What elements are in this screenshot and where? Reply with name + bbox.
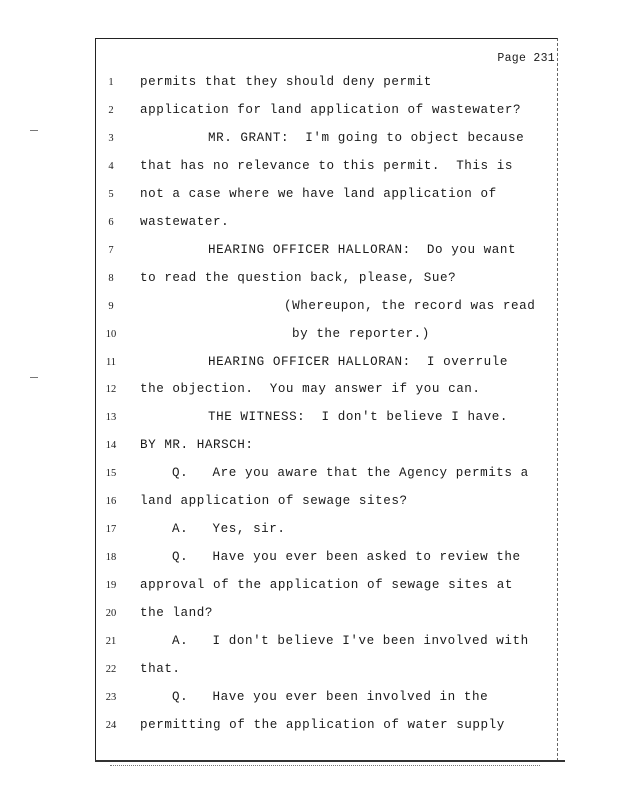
line-number: 14 (105, 440, 117, 452)
line-number: 23 (105, 691, 117, 703)
line-text: Q. Have you ever been asked to review the (172, 550, 521, 565)
transcript-line (0, 103, 618, 123)
transcript-line (0, 522, 618, 542)
transcript-line (0, 662, 618, 682)
transcript-line (0, 494, 618, 514)
line-text: HEARING OFFICER HALLORAN: I overrule (208, 354, 508, 369)
line-number: 15 (105, 468, 117, 480)
line-number: 10 (105, 328, 117, 340)
line-text: BY MR. HARSCH: (140, 438, 254, 453)
line-number: 12 (105, 384, 117, 396)
line-number: 13 (105, 412, 117, 424)
transcript-line (0, 327, 618, 347)
line-number: 2 (108, 104, 114, 116)
line-number: 22 (105, 663, 117, 675)
line-text: permitting of the application of water supply (140, 717, 505, 732)
line-number: 4 (108, 160, 114, 172)
transcript-line (0, 550, 618, 570)
line-number: 8 (108, 272, 114, 284)
line-number: 16 (105, 496, 117, 508)
line-number: 20 (105, 608, 117, 620)
transcript-line (0, 382, 618, 402)
line-text: land application of sewage sites? (140, 494, 408, 509)
bottom-rule-dotted (110, 765, 540, 766)
line-text: by the reporter.) (292, 326, 430, 341)
line-text: A. Yes, sir. (172, 522, 286, 537)
line-text: HEARING OFFICER HALLORAN: Do you want (208, 242, 517, 257)
transcript-line (0, 271, 618, 291)
line-number: 11 (105, 356, 117, 368)
transcript-line (0, 187, 618, 207)
transcript-line (0, 159, 618, 179)
line-number: 6 (108, 216, 114, 228)
line-text: THE WITNESS: I don't believe I have. (208, 410, 508, 425)
line-number: 7 (108, 244, 114, 256)
bottom-rule (95, 760, 565, 762)
line-text: Q. Have you ever been involved in the (172, 689, 489, 704)
transcript-line (0, 215, 618, 235)
transcript-line (0, 606, 618, 626)
line-text: to read the question back, please, Sue? (140, 270, 457, 285)
line-number: 9 (108, 300, 114, 312)
line-number: 5 (108, 188, 114, 200)
transcript-line (0, 718, 618, 738)
line-number: 21 (105, 636, 117, 647)
transcript-line (0, 690, 618, 710)
transcript-line (0, 578, 618, 598)
line-number: 24 (105, 719, 117, 731)
transcript-line (0, 243, 618, 263)
line-text: application for land application of wastewater? (140, 102, 522, 117)
line-number: 3 (108, 132, 114, 144)
line-number: 18 (105, 552, 117, 564)
transcript-line (0, 131, 618, 151)
transcript-line (0, 634, 618, 654)
line-text: approval of the application of sewage sites at (140, 578, 513, 593)
line-number: 19 (105, 580, 117, 592)
line-text: permits that they should deny permit (140, 75, 432, 89)
line-text: the land? (140, 606, 213, 621)
hole-punch-mark (30, 377, 38, 378)
transcript-line (0, 438, 618, 458)
transcript-line (0, 466, 618, 486)
transcript-line (0, 75, 618, 95)
line-text: that has no relevance to this permit. This is (140, 158, 513, 173)
line-text: the objection. You may answer if you can. (140, 382, 481, 397)
line-number: 1 (108, 77, 114, 88)
line-number: 17 (105, 524, 117, 536)
line-text: A. I don't believe I've been involved with (172, 634, 529, 648)
line-text: wastewater. (140, 214, 230, 229)
line-text: not a case where we have land application of (140, 186, 497, 201)
line-text: that. (140, 661, 181, 676)
line-text: MR. GRANT: I'm going to object because (208, 130, 525, 145)
line-text: (Whereupon, the record was read (284, 298, 536, 313)
transcript-line (0, 410, 618, 430)
transcript-line (0, 299, 618, 319)
line-text: Q. Are you aware that the Agency permits a (172, 466, 529, 481)
page-number: Page 231 (497, 52, 555, 65)
transcript-line (0, 355, 618, 375)
